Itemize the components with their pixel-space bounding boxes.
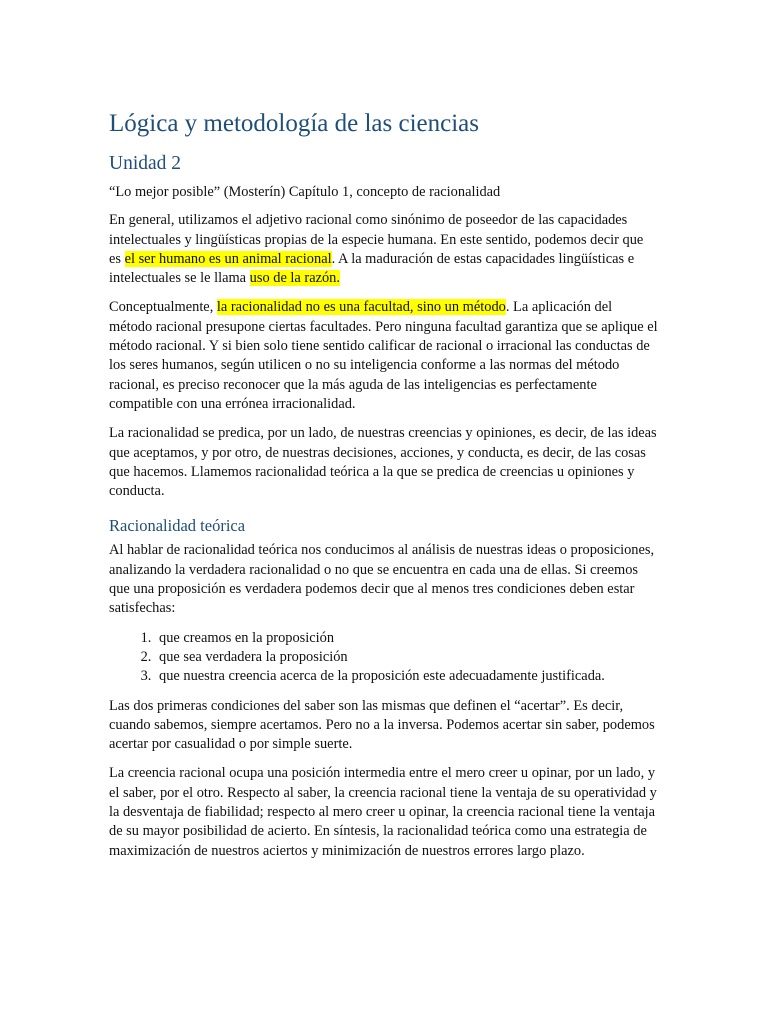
paragraph-acertar: Las dos primeras condiciones del saber son las mismas que definen el “acertar”. Es decir, cuando sabemos, siempre acertamos. Pero no a la inversa. Podemos acertar sin saber, podemos acertar por casualidad o por simple suerte. <box>109 697 655 753</box>
paragraph-text: En general, utilizamos el adjetivo racional como sinónimo de poseedor de las capacidades intelectuales y lingüísticas propias de la especie humana. En este sentido, podemos decir que es <box>109 212 644 267</box>
list-item: 3. que nuestra creencia acerca de la proposición este adecuadamente justificada. <box>155 667 658 686</box>
highlight-metodo: la racionalidad no es una facultad, sino un método <box>216 299 506 316</box>
list-item: 2. que sea verdadera la proposición <box>155 648 658 667</box>
highlight-animal-racional: el ser humano es un animal racional <box>124 250 332 267</box>
unit-heading: Unidad 2 <box>109 153 182 174</box>
section-heading-racionalidad-teorica: Racionalidad teórica <box>109 516 246 536</box>
conditions-list <box>109 629 658 687</box>
paragraph-method <box>109 298 658 414</box>
paragraph-text: . A la maduración de estas capacidades lingüísticas e intelectuales se le llama <box>109 250 635 287</box>
document-title: Lógica y metodología de las ciencias <box>109 110 480 137</box>
paragraph-creencia-racional: La creencia racional ocupa una posición intermedia entre el mero creer u opinar, por un lado, y el saber, por el otro. Respecto al saber, la creencia racional tiene la ventaja de su operatividad y la desventaja de fiabilidad; respecto al mero creer u opinar, la creencia racional tiene la ventaja de su mayor posibilidad de acierto. En síntesis, la racionalidad teórica como una estrategia de maximización de nuestros aciertos y minimización de nuestros errores largo plazo. <box>109 765 657 859</box>
list-item: 1. que creamos en la proposición <box>155 629 658 648</box>
paragraph-text: . La aplicación del método racional presupone ciertas facultades. Pero ninguna facultad garantiza que se aplique el método racional. Y si bien solo tiene sentido calificar de racional o irracional las conductas de los seres humanos, según utilicen o no su inteligencia conforme a las normas del método racional, es preciso reconocer que la más aguda de las inteligencias es perfectamente compatible con una errónea irracionalidad. <box>109 299 658 412</box>
paragraph-definition <box>109 211 658 288</box>
highlight-uso-razon: uso de la razón. <box>249 270 340 287</box>
paragraph-theoretical: Al hablar de racionalidad teórica nos conducimos al análisis de nuestras ideas o proposiciones, analizando la verdadera racionalidad o no que se encuentra en cada una de ellas. Si creemos que una proposición es verdadera podemos decir que al menos tres condiciones deben estar satisfechas: <box>109 542 655 617</box>
paragraph-predication: La racionalidad se predica, por un lado, de nuestras creencias y opiniones, es decir, de las ideas que aceptamos, y por otro, de nuestras decisiones, acciones, y conducta, es decir, de las cosas que hacemos. Llamemos racionalidad teórica a la que se predica de creencias u opiniones y conducta. <box>109 425 657 500</box>
chapter-subtitle: “Lo mejor posible” (Mosterín) Capítulo 1, concepto de racionalidad <box>109 184 501 200</box>
paragraph-text: Conceptualmente, <box>109 299 217 316</box>
